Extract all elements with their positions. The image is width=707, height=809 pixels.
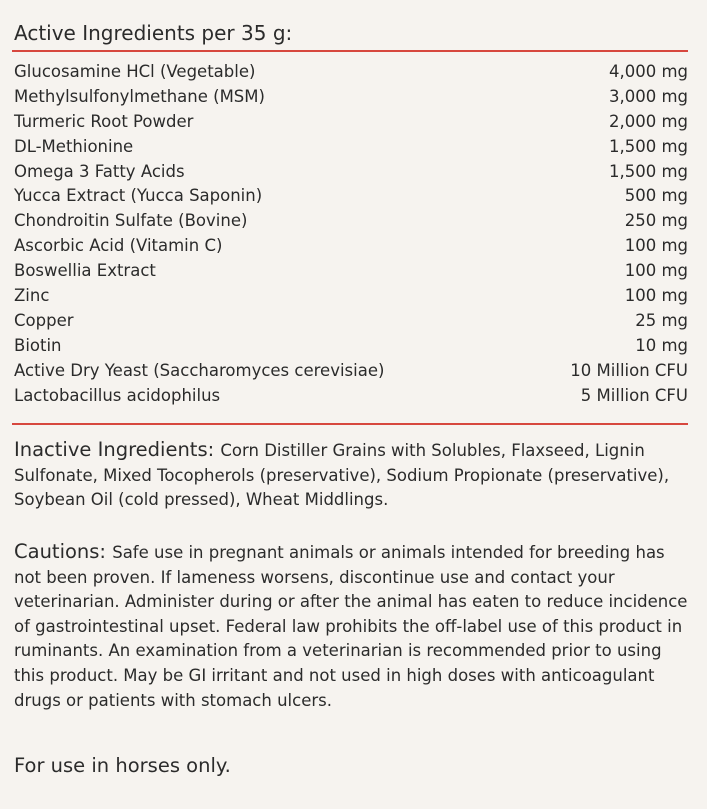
ingredient-name: Active Dry Yeast (Saccharomyces cerevisiae) [14,360,385,380]
usage-note: For use in horses only. [14,754,231,777]
ingredient-row [14,309,688,334]
ingredient-amount: 1,500 mg [608,136,688,156]
ingredient-name: Boswellia Extract [14,261,156,281]
ingredient-amount: 10 Million CFU [570,360,688,380]
ingredient-amount: 2,000 mg [608,111,688,131]
ingredient-row [14,359,688,384]
ingredient-amount: 10 mg [635,335,688,355]
header-divider [12,50,688,52]
ingredient-amount: 250 mg [624,211,688,231]
ingredients-table [14,60,688,408]
ingredient-name: Biotin [14,335,62,355]
ingredient-name: Yucca Extract (Yucca Saponin) [14,186,263,206]
ingredient-name: Omega 3 Fatty Acids [14,161,185,181]
ingredient-name: Chondroitin Sulfate (Bovine) [14,211,248,231]
cautions-label: Cautions: [14,540,113,563]
ingredient-name: Copper [14,310,74,330]
ingredient-row [14,209,688,234]
ingredient-name: Glucosamine HCl (Vegetable) [14,62,256,81]
inactive-ingredients-section [14,438,690,513]
cautions-text: Safe use in pregnant animals or animals intended for breeding has not been proven. If lameness worsens, discontinue use and contact your veterinarian. Administer during or after the animal has eaten to reduce incidence of gastrointestinal upset. Federal law prohibits the off-label use of this product in ruminants. An examination from a veterinarian is recommended prior to using this product. May be GI irritant and not used in high doses with anticoagulant drugs or patients with stomach ulcers. [14,543,688,710]
ingredient-row [14,60,688,85]
ingredient-amount: 3,000 mg [608,86,688,106]
ingredient-amount: 25 mg [635,310,688,330]
table-divider [12,423,688,425]
ingredient-name: Zinc [14,286,50,306]
ingredient-amount: 4,000 mg [608,62,688,81]
ingredient-amount: 100 mg [624,236,688,256]
ingredient-amount: 5 Million CFU [580,385,688,405]
cautions-section [14,540,690,713]
inactive-ingredients-label: Inactive Ingredients: [14,438,221,461]
ingredient-row [14,135,688,160]
ingredient-amount: 500 mg [624,186,688,206]
ingredient-name: Turmeric Root Powder [14,111,194,131]
ingredient-amount: 1,500 mg [608,161,688,181]
ingredient-row [14,160,688,185]
ingredient-name: Ascorbic Acid (Vitamin C) [14,236,223,256]
ingredient-row [14,259,688,284]
inactive-ingredients-text: Corn Distiller Grains with Solubles, Flaxseed, Lignin Sulfonate, Mixed Tocopherols (preservative), Sodium Propionate (preservative), Soybean Oil (cold pressed), Wheat Middlings. [14,441,670,510]
ingredient-row [14,284,688,309]
ingredient-name: Methylsulfonylmethane (MSM) [14,86,265,106]
ingredient-row [14,334,688,359]
ingredient-row [14,85,688,110]
ingredient-row [14,184,688,209]
ingredient-row [14,234,688,259]
ingredient-row [14,110,688,135]
ingredient-name: DL-Methionine [14,136,134,156]
ingredient-row [14,384,688,409]
ingredient-amount: 100 mg [624,261,688,281]
ingredient-name: Lactobacillus acidophilus [14,385,221,405]
active-ingredients-heading: Active Ingredients per 35 g: [14,21,293,45]
ingredient-amount: 100 mg [624,286,688,306]
